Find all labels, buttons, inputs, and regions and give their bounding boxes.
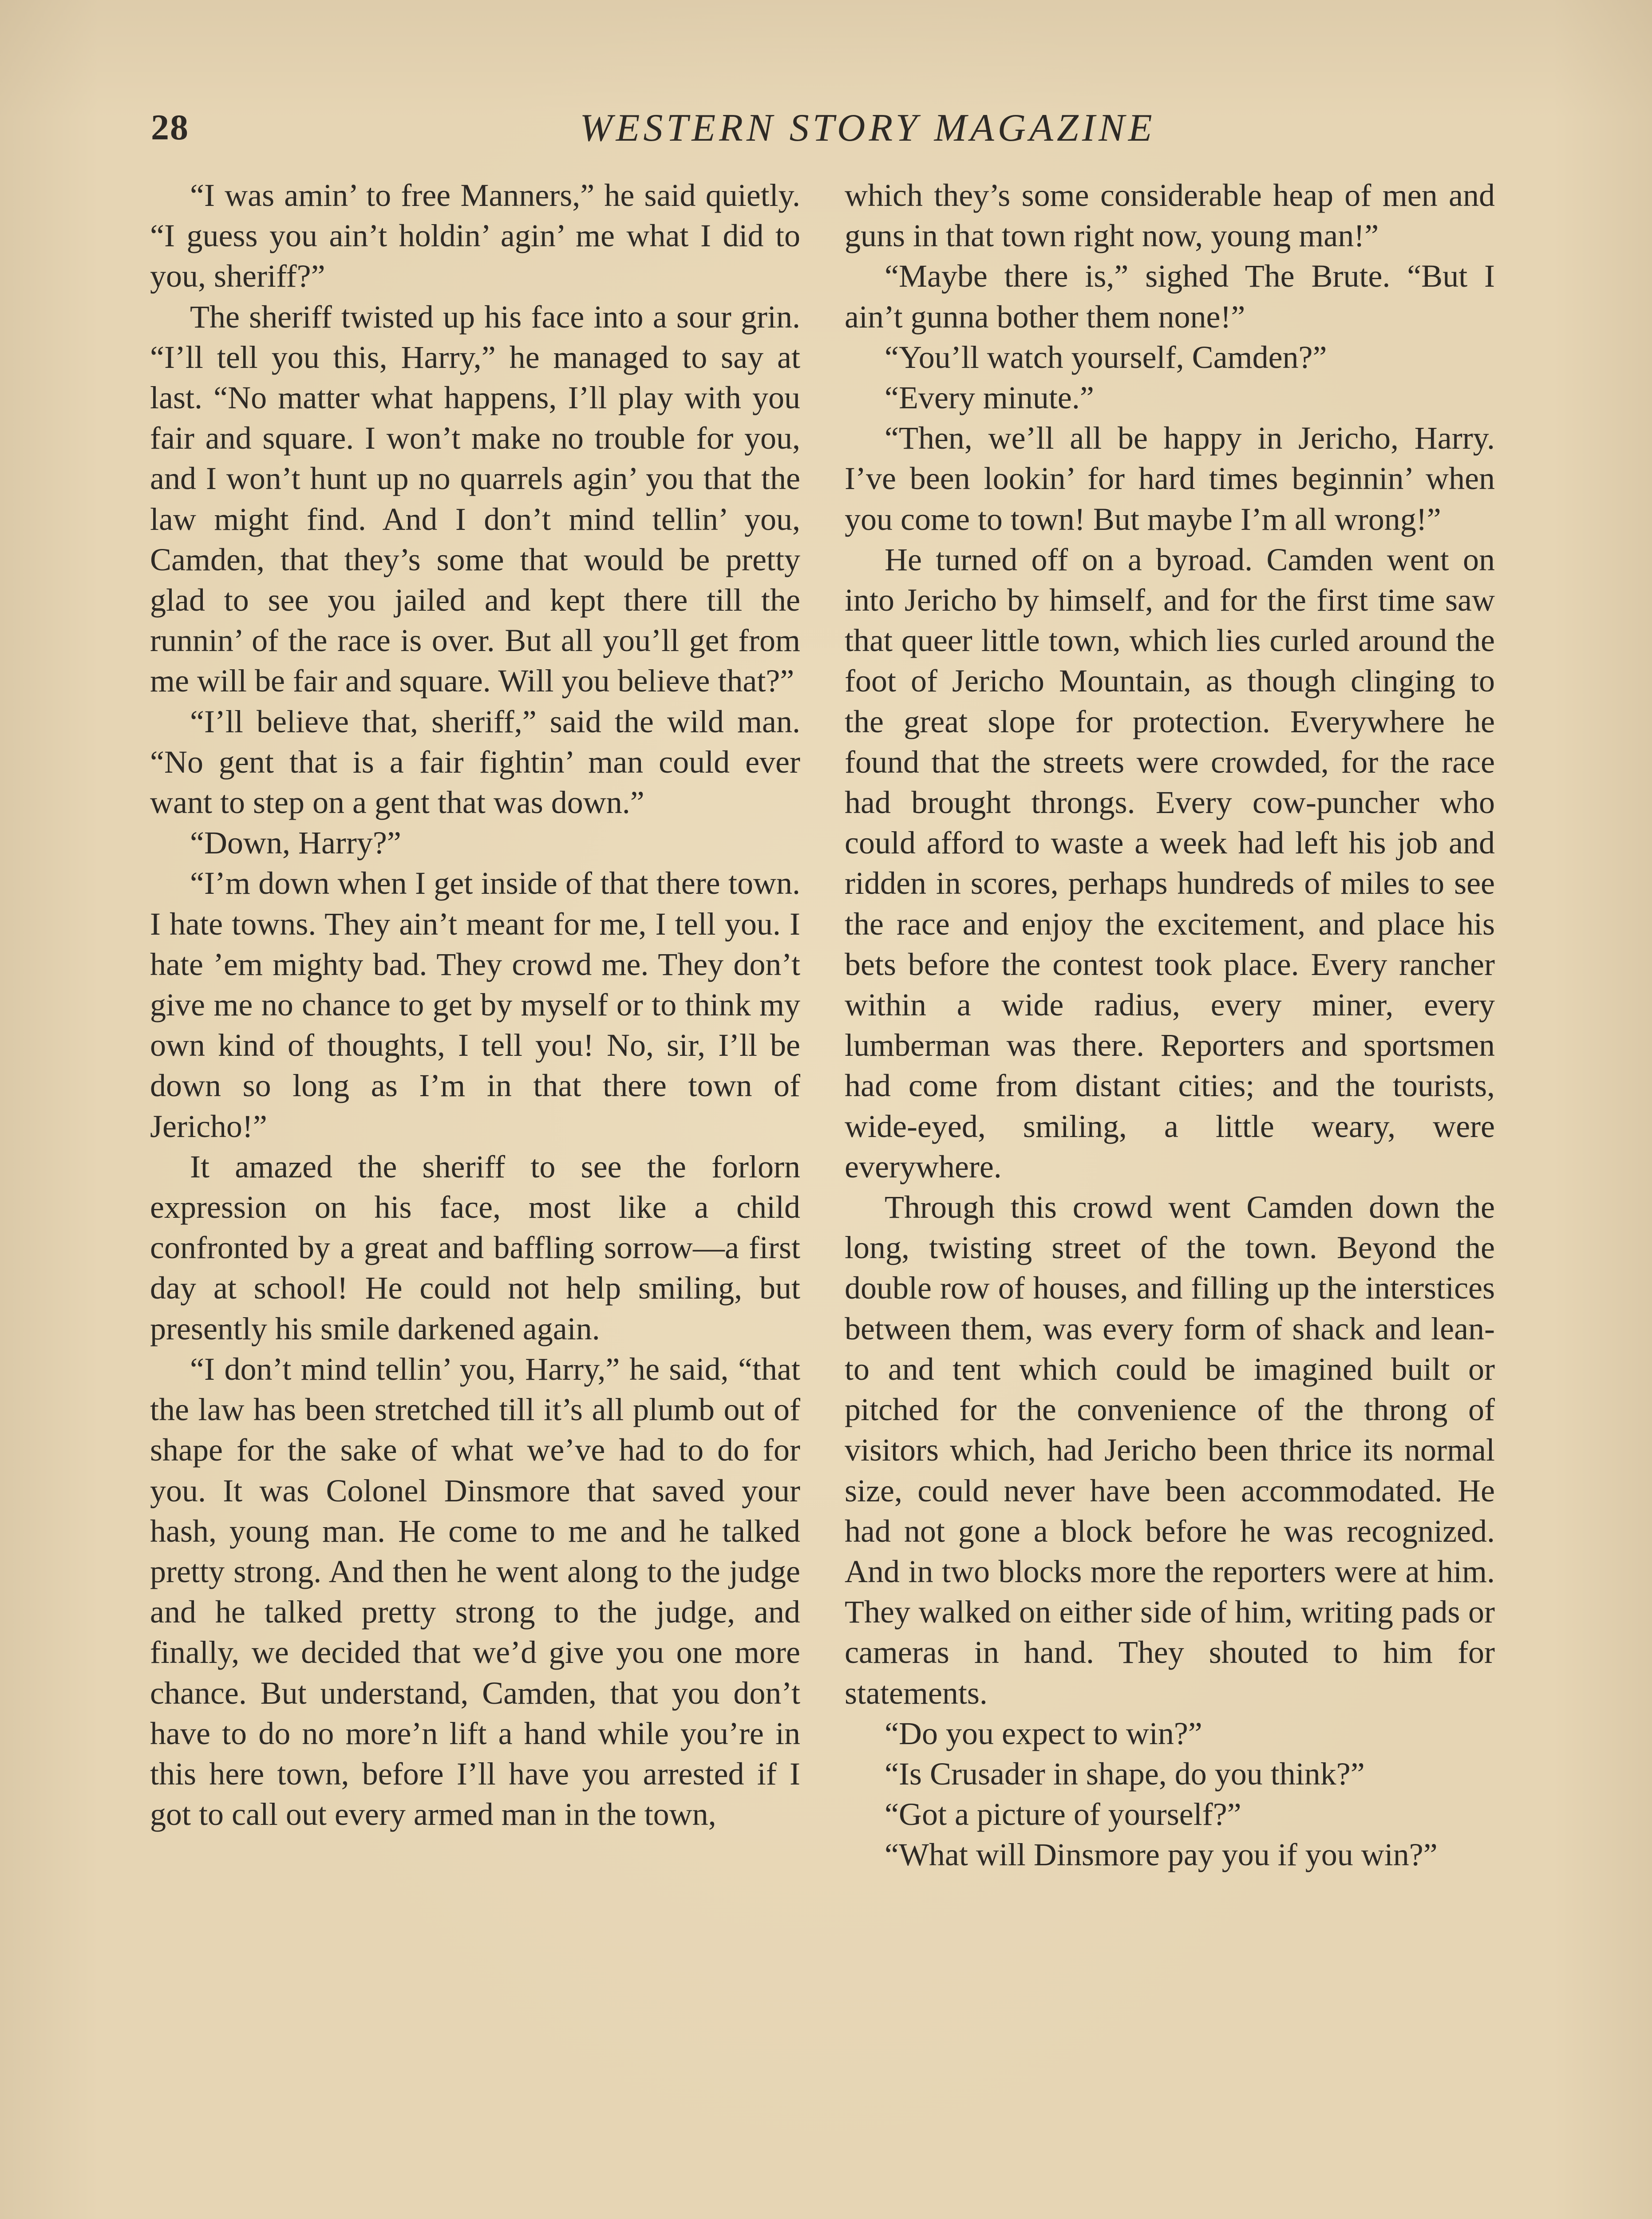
paragraph: “Every minute.” xyxy=(885,380,1094,416)
page-number: 28 xyxy=(151,107,189,147)
right-column xyxy=(845,175,1495,1875)
paragraph: “I’ll believe that, sheriff,” said the wild man. “No gent that is a fair fightin’ man could ever want to step on a gent that was down.” xyxy=(150,703,800,821)
paragraph: “Then, we’ll all be happy in Jericho, Harry. I’ve been lookin’ for hard times beginnin’ when you come to town! But maybe I’m all wrong!” xyxy=(845,420,1495,537)
paragraph: “I’m down when I get inside of that there town. I hate towns. They ain’t meant for me, I tell you. I hate ’em mighty bad. They crowd me. They don’t give me no chance to get by myself or to think my own kind of thoughts, I tell you! No, sir, I’ll be down so long as I’m in that there town of Jericho!” xyxy=(150,865,800,1144)
running-title: WESTERN STORY MAGAZINE xyxy=(580,107,1156,150)
paragraph: Through this crowd went Camden down the long, twisting street of the town. Beyond the double row of houses, and filling up the interstices between them, was every form of shack and lean-to and tent which could be imagined built or pitched for the convenience of the throng of visitors which, had Jericho been thrice its normal size, could never have been accommodated. He had not gone a block before he was recognized. And in two blocks more the reporters were at him. They walked on either side of him, writing pads or cameras in hand. They shouted to him for statements. xyxy=(845,1189,1495,1711)
paragraph: “Maybe there is,” sighed The Brute. “But I ain’t gunna bother them none!” xyxy=(845,258,1495,335)
paragraph: “You’ll watch yourself, Camden?” xyxy=(885,339,1327,375)
paragraph: which they’s some considerable heap of men and guns in that town right now, young man!” xyxy=(845,178,1495,254)
paragraph: “Down, Harry?” xyxy=(190,825,401,861)
paragraph: The sheriff twisted up his face into a sour grin. “I’ll tell you this, Harry,” he managed to say at last. “No matter what happens, I’ll play with you fair and square. I won’t make no trouble for you, and I won’t hunt up no quarrels agin’ you that the law might find. And I don’t mind tellin’ you, Camden, that they’s some that would be pretty glad to see you jailed and kept there till the runnin’ of the race is over. But all you’ll get from me will be fair and square. Will you believe that?” xyxy=(150,299,800,699)
page-header xyxy=(151,97,1500,154)
paragraph: “Got a picture of yourself?” xyxy=(885,1797,1241,1832)
paragraph: “Do you expect to win?” xyxy=(885,1715,1202,1751)
paragraph: “Is Crusader in shape, do you think?” xyxy=(885,1756,1365,1792)
left-column xyxy=(150,175,800,1835)
paragraph: He turned off on a byroad. Camden went on into Jericho by himself, and for the first time saw that queer little town, which lies curled around the foot of Jericho Mountain, as though clinging to the great slope for protection. Everywhere he found that the streets were crowded, for the race had brought throngs. Every cow-puncher who could afford to waste a week had left his job and ridden in scores, perhaps hundreds of miles to see the race and enjoy the excitement, and place his bets before the contest took place. Every rancher within a wide radius, every miner, every lumberman was there. Reporters and sportsmen had come from distant cities; and the tourists, wide-eyed, smiling, a little weary, were everywhere. xyxy=(845,541,1495,1185)
paragraph: “What will Dinsmore pay you if you win?” xyxy=(885,1837,1438,1873)
paragraph: It amazed the sheriff to see the forlorn expression on his face, most like a child confronted by a great and baffling sorrow—a first day at school! He could not help smiling, but presently his smile darkened again. xyxy=(150,1149,800,1346)
paragraph: “I was amin’ to free Manners,” he said quietly. “I guess you ain’t holdin’ agin’ me what I did to you, sheriff?” xyxy=(150,178,800,294)
paragraph: “I don’t mind tellin’ you, Harry,” he said, “that the law has been stretched till it’s all plumb out of shape for the sake of what we’ve had to do for you. It was Colonel Dinsmore that saved your hash, young man. He come to me and he talked pretty strong. And then he went along to the judge and he talked pretty strong to the judge, and finally, we decided that we’d give you one more chance. But understand, Camden, that you don’t have to do no more’n lift a hand while you’re in this here town, before I’ll have you arrested if I got to call out every armed man in the town, xyxy=(150,1351,800,1832)
